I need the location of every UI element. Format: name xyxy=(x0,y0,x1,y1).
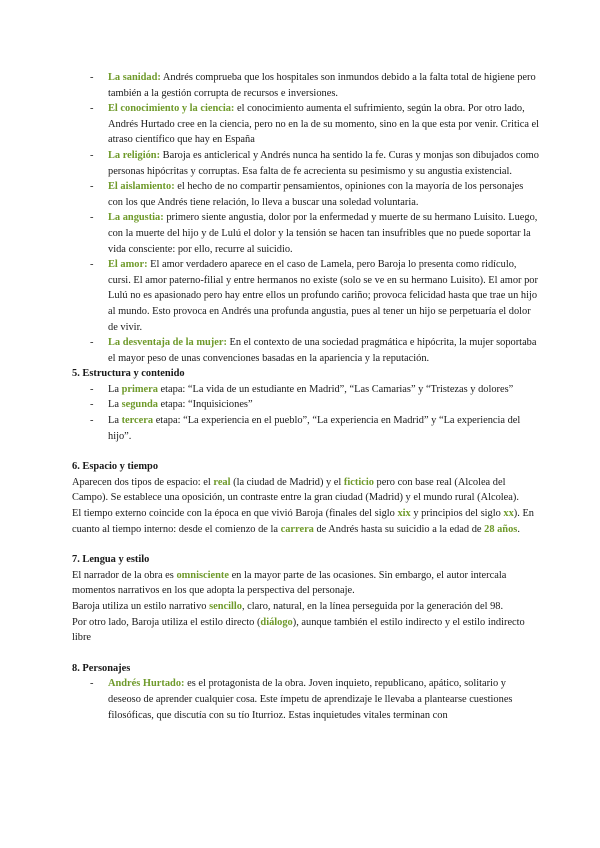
highlight-term: xx xyxy=(503,508,514,520)
highlight-term: sencillo xyxy=(209,601,242,612)
paragraph xyxy=(72,568,540,599)
paragraph xyxy=(72,506,540,537)
highlight-term: El conocimiento y la ciencia: xyxy=(108,103,235,115)
text-run: El narrador de la obra es xyxy=(72,569,177,581)
bullet-item xyxy=(72,397,540,413)
bullet-item xyxy=(72,413,540,444)
paragraph xyxy=(72,475,540,506)
highlight-term: carrera xyxy=(280,523,314,535)
text-run: La xyxy=(108,415,122,427)
bullet-item xyxy=(72,70,540,101)
text-run: (la ciudad de Madrid) y el xyxy=(230,476,344,488)
highlight-term: El aislamiento: xyxy=(108,181,175,193)
highlight-term: omnisciente xyxy=(176,569,229,581)
bullet-dash: - xyxy=(90,678,94,690)
text-run: En el contexto de una sociedad pragmática e hipócrita, la mujer soportaba el mayor peso de unas convenciones basadas en la apariencia y la reputación. xyxy=(108,337,537,364)
highlight-term: La desventaja de la mujer: xyxy=(108,337,227,349)
text-run: 6. Espacio y tiempo xyxy=(72,461,159,473)
text-run: . xyxy=(517,523,520,535)
text-run: es el protagonista de la obra. Joven inquieto, republicano, apático, solitario y deseoso de aprender cualquier cosa. Este ímpetu de aprendizaje le llevaba a plantearse cuestiones filosóficas, que discutía con su tío Iturrioz. Estas inquietudes vitales terminan con xyxy=(108,678,513,721)
bullet-item xyxy=(72,382,540,398)
bullet-dash: - xyxy=(90,103,94,115)
paragraph xyxy=(72,599,540,615)
bullet-item xyxy=(72,210,540,257)
text-run: 8. Personajes xyxy=(72,662,131,674)
highlight-term: segunda xyxy=(121,399,158,411)
text-run: La xyxy=(108,399,122,411)
bullet-dash: - xyxy=(90,259,94,271)
text-run: y principios del siglo xyxy=(410,508,504,520)
highlight-term: primera xyxy=(121,383,158,395)
section-gap xyxy=(72,537,540,552)
bullet-dash: - xyxy=(90,212,94,224)
section-gap xyxy=(72,444,540,459)
bullet-item xyxy=(72,257,540,335)
highlight-term: La sanidad: xyxy=(108,72,161,83)
text-run: el conocimiento aumenta el sufrimiento, según la obra. Por otro lado, Andrés Hurtado cree en la ciencia, pero no en la de su momento, sino en la que esta por venir. Critica el atraso científico que hay en España xyxy=(108,103,540,146)
section-heading xyxy=(72,459,540,475)
bullet-item xyxy=(72,335,540,366)
highlight-term: ficticio xyxy=(343,476,374,488)
text-run: etapa: “La experiencia en el pueblo”, “La experiencia en Madrid” y “La experiencia del hijo”. xyxy=(108,415,521,442)
bullet-dash: - xyxy=(90,383,94,395)
text-run: Por otro lado, Baroja utiliza el estilo directo ( xyxy=(72,616,261,628)
text-run: El amor verdadero aparece en el caso de Lamela, pero Baroja lo presenta como ridículo, cursi. El amor paterno-filial y entre hermanos no existe (solo se ve en su hermano Luisito). El amor por Lulú no es apasionado pero hay entre ellos un profundo cariño; provoca felicidad hasta que trae un hijo al mundo. Esto provoca en Andrés una profunda angustia, pues al tener un hijo se perpetuaría el dolor de vivir. xyxy=(108,259,538,333)
text-run: El tiempo externo coincide con la época en que vivió Baroja (finales del siglo xyxy=(72,508,398,520)
bullet-dash: - xyxy=(90,399,94,411)
section-heading xyxy=(72,552,540,568)
text-run: Andrés comprueba que los hospitales son inmundos debido a la falta total de higiene pero también a la gestión corrupta de recursos e inversiones. xyxy=(108,72,536,99)
text-run: Baroja es anticlerical y Andrés nunca ha sentido la fe. Curas y monjas son dibujados como personas hipócritas y corruptas. Esa falta de fe acrecienta su pesimismo y su angustia existencial. xyxy=(108,149,539,177)
text-run: el hecho de no compartir pensamientos, opiniones con la mayoría de los personajes con los que Andrés tiene relación, lo lleva a buscar una soledad voluntaria. xyxy=(108,181,524,208)
text-run: ). En cuanto al tiempo interno: desde el comienzo de la xyxy=(72,508,534,535)
highlight-term: El amor: xyxy=(108,259,148,271)
paragraph xyxy=(72,615,540,646)
text-run: Aparecen dos tipos de espacio: el xyxy=(72,476,214,488)
bullet-dash: - xyxy=(90,181,94,193)
bullet-item xyxy=(72,148,540,179)
highlight-term: 28 años xyxy=(484,523,518,535)
text-run: 5. Estructura y contenido xyxy=(72,368,185,380)
bullet-dash: - xyxy=(90,415,94,427)
highlight-term: tercera xyxy=(121,415,154,427)
bullet-item xyxy=(72,179,540,210)
highlight-term: La angustia: xyxy=(108,212,164,224)
text-run: de Andrés hasta su suicidio a la edad de xyxy=(313,523,485,535)
highlight-term: Andrés Hurtado: xyxy=(108,678,185,690)
text-run: primero siente angustia, dolor por la enfermedad y muerte de su hermano Luisito. Luego, con la muerte del hijo y de Lulú el dolor y la tensión se hacen tan insufribles que no puede soportar la vida consciente: por ello, recurre al suicidio. xyxy=(108,212,538,255)
text-run: Baroja utiliza un estilo narrativo xyxy=(72,601,210,612)
section-heading xyxy=(72,366,540,382)
text-run: ), aunque también el estilo indirecto y el estilo indirecto libre xyxy=(72,616,525,644)
bullet-dash: - xyxy=(90,72,94,83)
bullet-item xyxy=(72,676,540,723)
text-run: pero con base real (Alcolea del Campo). Se establece una oposición, un contraste entre la gran ciudad (Madrid) y el mundo rural (Alcolea). xyxy=(72,476,519,504)
highlight-term: real xyxy=(213,476,231,488)
text-run: en la mayor parte de las ocasiones. Sin embargo, el autor intercala momentos narrativos en los que adopta la perspectiva del personaje. xyxy=(72,569,507,597)
text-run: , claro, natural, en la línea perseguida por la generación del 98. xyxy=(241,601,504,612)
section-gap xyxy=(72,646,540,661)
text-run: etapa: “Inquisiciones” xyxy=(157,399,253,411)
highlight-term: xix xyxy=(397,508,411,520)
highlight-term: La religión: xyxy=(108,149,161,161)
text-run: La xyxy=(108,383,122,395)
highlight-term: diálogo xyxy=(260,616,293,628)
text-run: 7. Lengua y estilo xyxy=(72,554,150,566)
section-heading xyxy=(72,661,540,677)
bullet-dash: - xyxy=(90,149,94,161)
bullet-dash: - xyxy=(90,337,94,349)
bullet-item xyxy=(72,101,540,148)
text-run: etapa: “La vida de un estudiante en Madrid”, “Las Camarias” y “Tristezas y dolores” xyxy=(157,383,514,395)
